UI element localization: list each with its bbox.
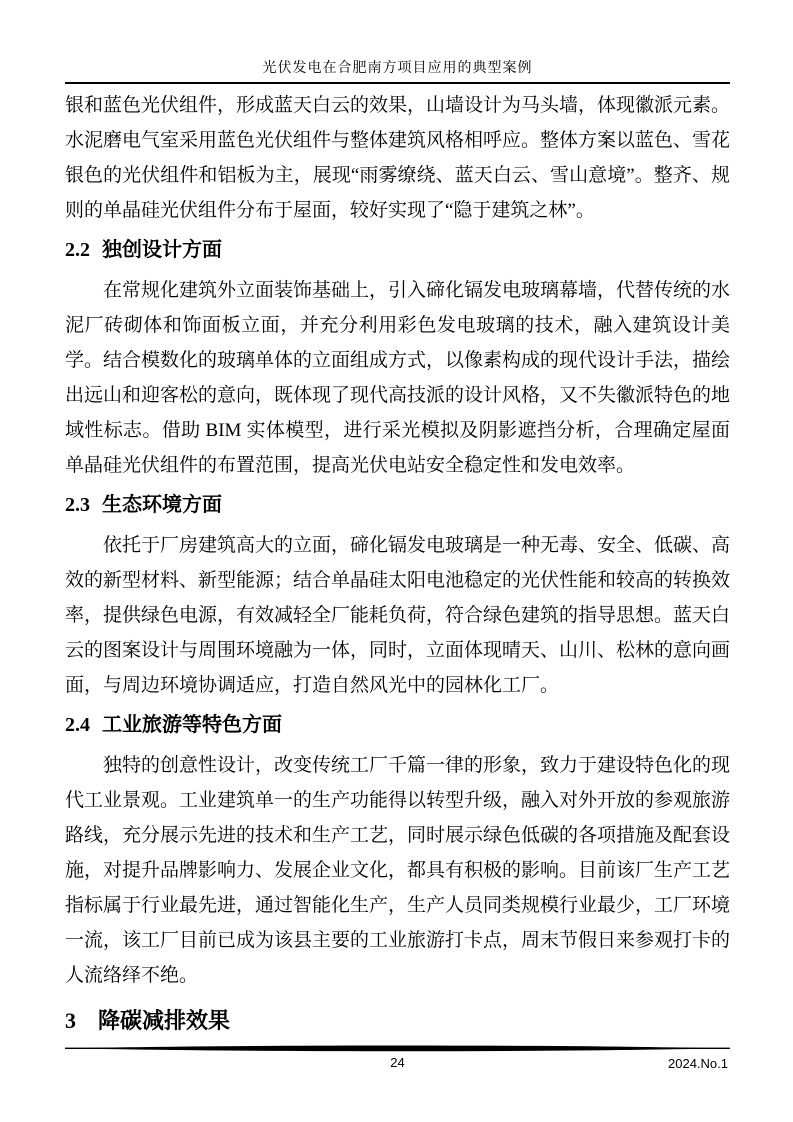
section-heading-2-3 [65, 488, 730, 523]
section-number: 2.2 [65, 239, 90, 261]
running-header-title: 光伏发电在合肥南方项目应用的典型案例 [262, 61, 533, 76]
lens-divider-shape [65, 1044, 730, 1053]
section-number: 2.4 [65, 714, 90, 736]
section-number: 2.3 [65, 494, 90, 516]
paragraph-continuation: 银和蓝色光伏组件，形成蓝天白云的效果，山墙设计为马头墙，体现徽派元素。水泥磨电气室采用蓝色光伏组件与整体建筑风格相呼应。整体方案以蓝色、雪花银色的光伏组件和铝板为主，展现“雨雾缭绕、蓝天白云、雪山意境”。整齐、规则的单晶硅光伏组件分布于屋面，较好实现了“隐于建筑之林”。 [65, 95, 731, 221]
section-title: 独创设计方面 [102, 239, 222, 261]
issue-label: 2024.No.1 [668, 1056, 728, 1071]
section-title: 生态环境方面 [102, 494, 222, 516]
header-rule [65, 82, 730, 84]
page-header [65, 58, 730, 84]
page-number: 24 [390, 1055, 405, 1070]
page-body [65, 88, 730, 1039]
paragraph-section-2-3: 依托于厂房建筑高大的立面，碲化镉发电玻璃是一种无毒、安全、低碳、高效的新型材料、新型能源；结合单晶硅太阳电池稳定的光伏性能和较高的转换效率，提供绿色电源，有效减轻全厂能耗负荷，符合绿色建筑的指导思想。蓝天白云的图案设计与周围环境融为一体，同时，立面体现晴天、山川、松林的意向画面，与周边环境协调适应，打造自然风光中的园林化工厂。 [65, 535, 731, 696]
section-heading-2-2 [65, 233, 730, 268]
paragraph-section-2-4: 独特的创意性设计，改变传统工厂千篇一律的形象，致力于建设特色化的现代工业景观。工业建筑单一的生产功能得以转型升级，融入对外开放的参观旅游路线，充分展示先进的技术和生产工艺，同时展示绿色低碳的各项措施及配套设施，对提升品牌影响力、发展企业文化，都具有积极的影响。目前该厂生产工艺指标属于行业最先进，通过智能化生产，生产人员同类规模行业最少，工厂环境一流，该工厂目前已成为该县主要的工业旅游打卡点，周末节假日来参观打卡的人流络绎不绝。 [65, 755, 731, 986]
section-heading-2-4 [65, 708, 730, 743]
page-footer [65, 1055, 730, 1075]
footer-divider-bar [65, 1044, 730, 1053]
section-heading-3 [65, 1003, 730, 1039]
paragraph-section-2-2: 在常规化建筑外立面装饰基础上，引入碲化镉发电玻璃幕墙，代替传统的水泥厂砖砌体和饰面板立面，并充分利用彩色发电玻璃的技术，融入建筑设计美学。结合模数化的玻璃单体的立面组成方式，以像素构成的现代设计手法，描绘出远山和迎客松的意向，既体现了现代高技派的设计风格，又不失徽派特色的地域性标志。借助 BIM 实体模型，进行采光模拟及阴影遮挡分析，合理确定屋面单晶硅光伏组件的布置范围，提高光伏电站安全稳定性和发电效率。 [65, 280, 731, 476]
section-number: 3 [65, 1008, 76, 1033]
section-title: 降碳减排效果 [98, 1008, 231, 1033]
section-title: 工业旅游等特色方面 [102, 714, 282, 736]
